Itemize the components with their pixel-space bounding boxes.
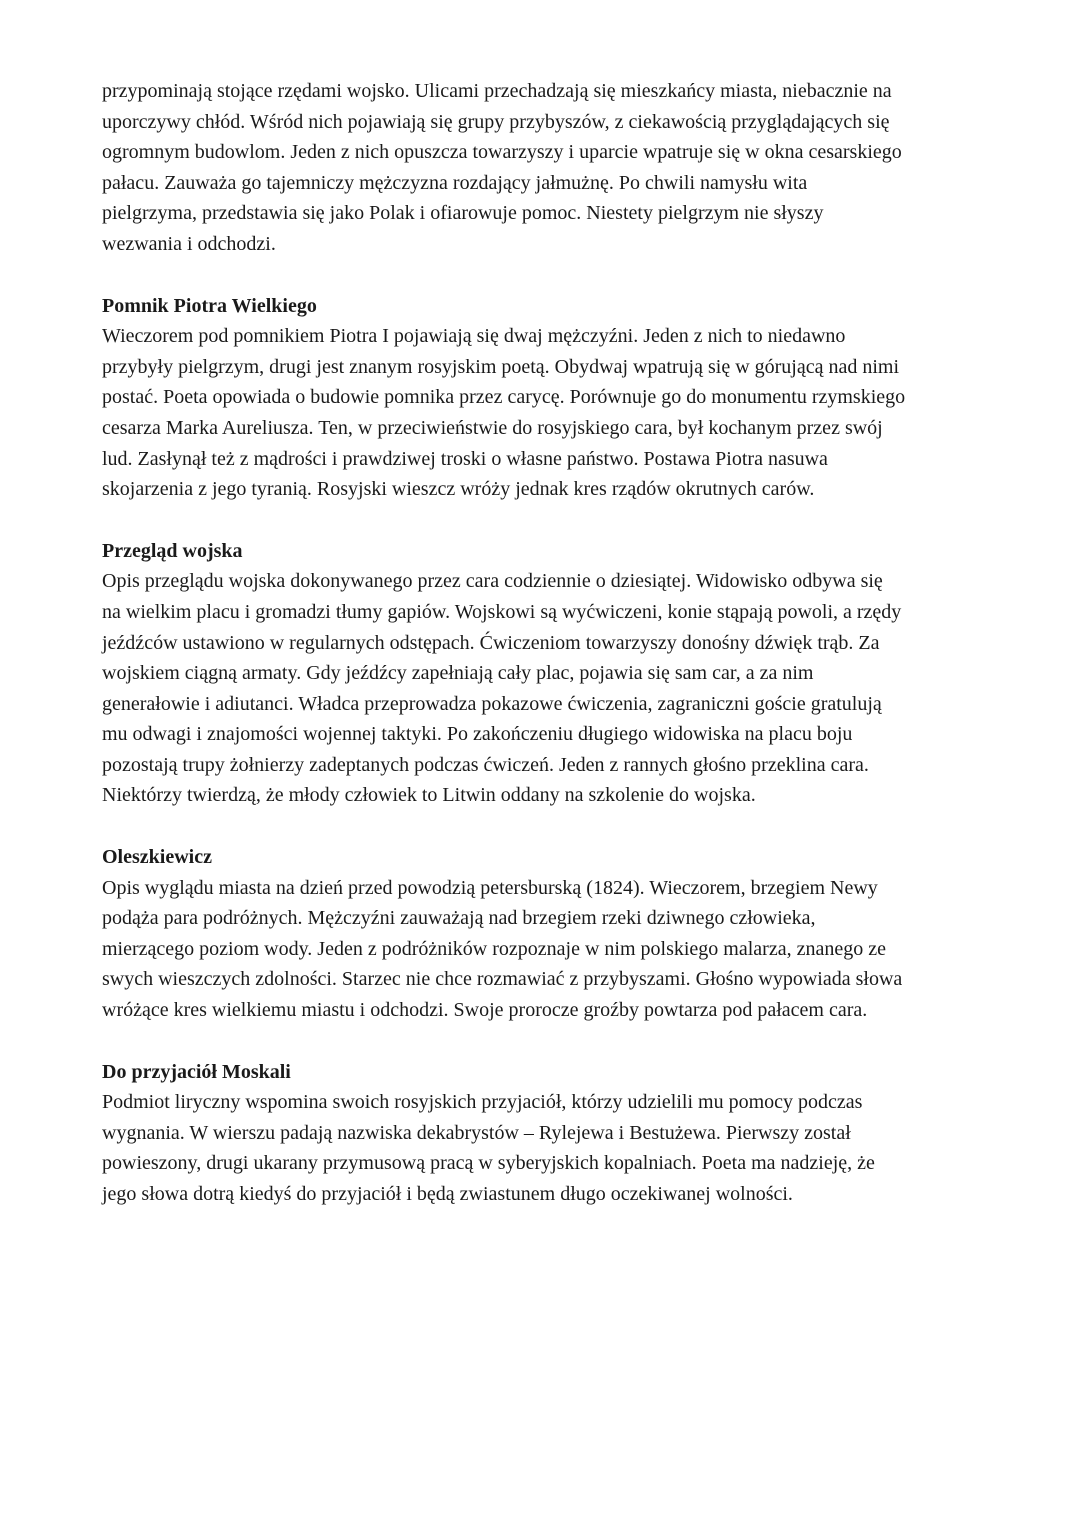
text-line: podąża para podróżnych. Mężczyźni zauważają nad brzegiem rzeki dziwnego człowieka, <box>102 907 816 930</box>
text-line: jeźdźców ustawiono w regularnych odstępach. Ćwiczeniom towarzyszy donośny dźwięk trąb. Za <box>102 631 880 654</box>
text-line: cesarza Marka Aureliusza. Ten, w przeciwieństwie do rosyjskiego cara, był kochanym przez swój <box>102 416 883 439</box>
section-heading: Pomnik Piotra Wielkiego <box>102 294 317 317</box>
text-line: mu odwagi i znajomości wojennej taktyki. Po zakończeniu długiego widowiska na placu boju <box>102 723 853 746</box>
section-paragraph <box>102 566 992 811</box>
text-line: pałacu. Zauważa go tajemniczy mężczyzna rozdający jałmużnę. Po chwili namysłu wita <box>102 171 808 194</box>
text-line: Niektórzy twierdzą, że młody człowiek to Litwin oddany na szkolenie do wojska. <box>102 784 756 807</box>
text-line: Podmiot liryczny wspomina swoich rosyjskich przyjaciół, którzy udzielili mu pomocy podczas <box>102 1091 863 1114</box>
text-line: Opis wyglądu miasta na dzień przed powodzią petersburską (1824). Wieczorem, brzegiem Newy <box>102 876 878 899</box>
text-line: generałowie i adiutanci. Władca przeprowadza pokazowe ćwiczenia, zagraniczni goście gratulują <box>102 692 882 715</box>
section-oleszkiewicz <box>102 842 992 1026</box>
text-line: wezwania i odchodzi. <box>102 232 276 255</box>
section-heading: Przegląd wojska <box>102 539 243 562</box>
section-paragraph <box>102 321 992 505</box>
intro-paragraph <box>102 76 992 260</box>
text-line: mierzącego poziom wody. Jeden z podróżników rozpoznaje w nim polskiego malarza, znanego ze <box>102 937 886 960</box>
section-przeglad <box>102 536 992 811</box>
text-line: na wielkim placu i gromadzi tłumy gapiów. Wojskowi są wyćwiczeni, konie stąpają powoli, a rzędy <box>102 600 902 623</box>
text-line: jego słowa dotrą kiedyś do przyjaciół i będą zwiastunem długo oczekiwanej wolności. <box>102 1183 793 1205</box>
section-paragraph <box>102 873 992 1026</box>
section-heading: Oleszkiewicz <box>102 846 212 869</box>
text-line: pielgrzyma, przedstawia się jako Polak i ofiarowuje pomoc. Niestety pielgrzym nie słyszy <box>102 202 824 225</box>
text-line: lud. Zasłynął też z mądrości i prawdziwej troski o własne państwo. Postawa Piotra nasuwa <box>102 447 828 470</box>
text-line: wróżące kres wielkiemu miastu i odchodzi. Swoje prorocze groźby powtarza pod pałacem cara. <box>102 999 868 1022</box>
text-line: powieszony, drugi ukarany przymusową pracą w syberyjskich kopalniach. Poeta ma nadzieję, że <box>102 1152 875 1175</box>
text-line: postać. Poeta opowiada o budowie pomnika przez carycę. Porównuje go do monumentu rzymskiego <box>102 386 906 409</box>
section-do-przyjaciol <box>102 1057 992 1210</box>
document-page <box>102 76 992 1210</box>
section-paragraph <box>102 1087 992 1209</box>
section-heading: Do przyjaciół Moskali <box>102 1060 291 1083</box>
text-line: pozostają trupy żołnierzy zadeptanych podczas ćwiczeń. Jeden z rannych głośno przeklina cara. <box>102 753 869 776</box>
text-line: przypominają stojące rzędami wojsko. Ulicami przechadzają się mieszkańcy miasta, niebacznie na <box>102 80 892 102</box>
text-line: Opis przeglądu wojska dokonywanego przez cara codziennie o dziesiątej. Widowisko odbywa się <box>102 570 883 593</box>
text-line: wojskiem ciągną armaty. Gdy jeźdźcy zapełniają cały plac, pojawia się sam car, a za nim <box>102 662 814 685</box>
section-pomnik <box>102 291 992 505</box>
text-line: skojarzenia z jego tyranią. Rosyjski wieszcz wróży jednak kres rządów okrutnych carów. <box>102 478 815 501</box>
text-line: przybyły pielgrzym, drugi jest znanym rosyjskim poetą. Obydwaj wpatrują się w górującą nad nimi <box>102 355 900 378</box>
text-line: uporczywy chłód. Wśród nich pojawiają się grupy przybyszów, z ciekawością przyglądających się <box>102 110 890 133</box>
text-line: ogromnym budowlom. Jeden z nich opuszcza towarzyszy i uparcie wpatruje się w okna cesarskiego <box>102 141 902 164</box>
text-line: wygnania. W wierszu padają nazwiska dekabrystów – Rylejewa i Bestużewa. Pierwszy został <box>102 1121 851 1144</box>
text-line: swych wieszczych zdolności. Starzec nie chce rozmawiać z przybyszami. Głośno wypowiada słowa <box>102 968 903 991</box>
text-line: Wieczorem pod pomnikiem Piotra I pojawiają się dwaj mężczyźni. Jeden z nich to niedawno <box>102 325 846 348</box>
